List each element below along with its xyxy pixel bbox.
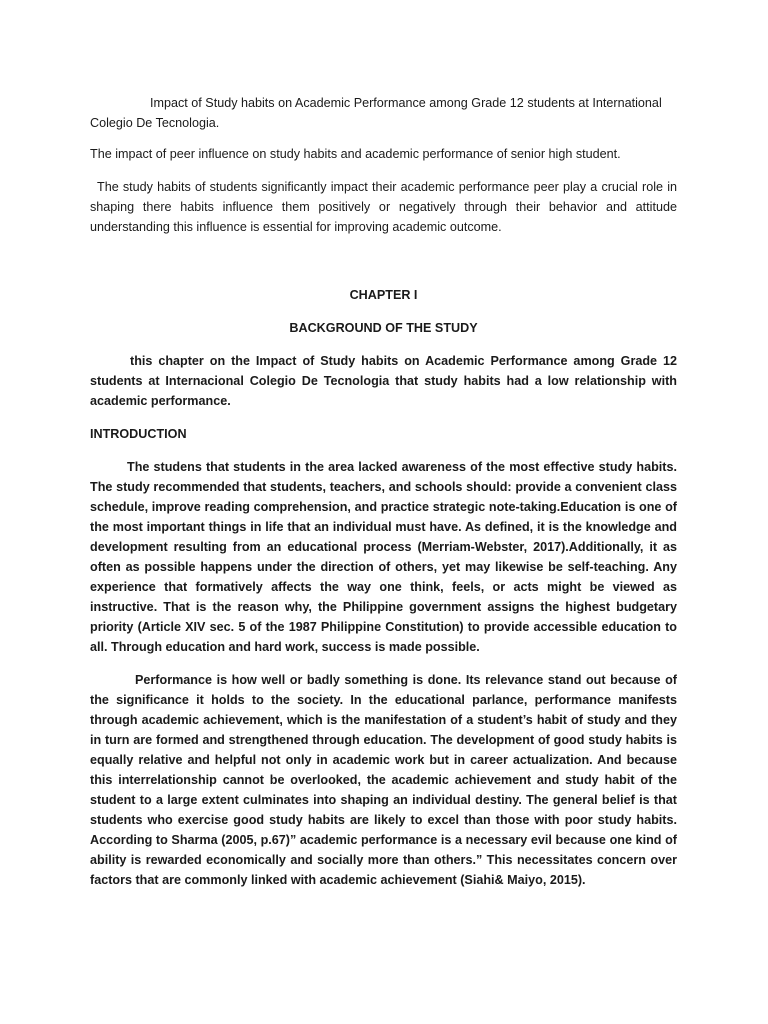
chapter-intro-paragraph: this chapter on the Impact of Study habits on Academic Performance among Grade 12 students at Internacional Colegio De Tecnologia that study habits had a low relationship with academic performance. (90, 354, 677, 408)
performance-paragraph: Performance is how well or badly something is done. Its relevance stand out because of the significance it holds to the society. In the educational parlance, performance manifests through academic achievement, which is the manifestation of a student’s habit of study and they in turn are formed and strengthened through education. The development of good study habits is equally relative and helpful not only in academic work but in career actualization. And because this interrelationship cannot be overlooked, the academic achievement and study habit of the student to a large extent culminates into shaping an individual destiny. The general belief is that students who exercise good study habits are likely to excel than those with poor study habits. According to Sharma (2005, p.67)” academic performance is a necessary evil because one kind of ability is rewarded economically and socially more than others.” This necessitates concern over factors that are commonly linked with academic achievement (Siahi& Maiyo, 2015). (90, 673, 677, 887)
chapter-label: CHAPTER I (349, 288, 418, 302)
document-subtitle: The impact of peer influence on study habits and academic performance of senior high student. (90, 147, 621, 161)
introduction-heading: INTRODUCTION (90, 427, 187, 441)
document-title: Impact of Study habits on Academic Performance among Grade 12 students at International Colegio De Tecnologia. (90, 96, 662, 130)
document-page (90, 93, 677, 890)
chapter-title: BACKGROUND OF THE STUDY (289, 321, 478, 335)
introduction-paragraph: The studens that students in the area lacked awareness of the most effective study habits. The study recommended that students, teachers, and schools should: provide a convenient class schedule, improve reading comprehension, and practice strategic note-taking.Education is one of the most important things in life that an individual must have. As defined, it is the knowledge and development resulting from an educational process (Merriam-Webster, 2017).Additionally, it as often as possible happens under the direction of others, yet may likewise be self-teaching. Any experience that formatively affects the way one think, feels, or acts might be viewed as instructive. That is the reason why, the Philippine government assigns the highest budgetary priority (Article XIV sec. 5 of the 1987 Philippine Constitution) to provide accessible education to all. Through education and hard work, success is made possible. (90, 460, 677, 654)
document-summary: The study habits of students significantly impact their academic performance peer play a crucial role in shaping there habits influence them positively or negatively through their behavior and attitude understanding this influence is essential for improving academic outcome. (90, 180, 677, 234)
